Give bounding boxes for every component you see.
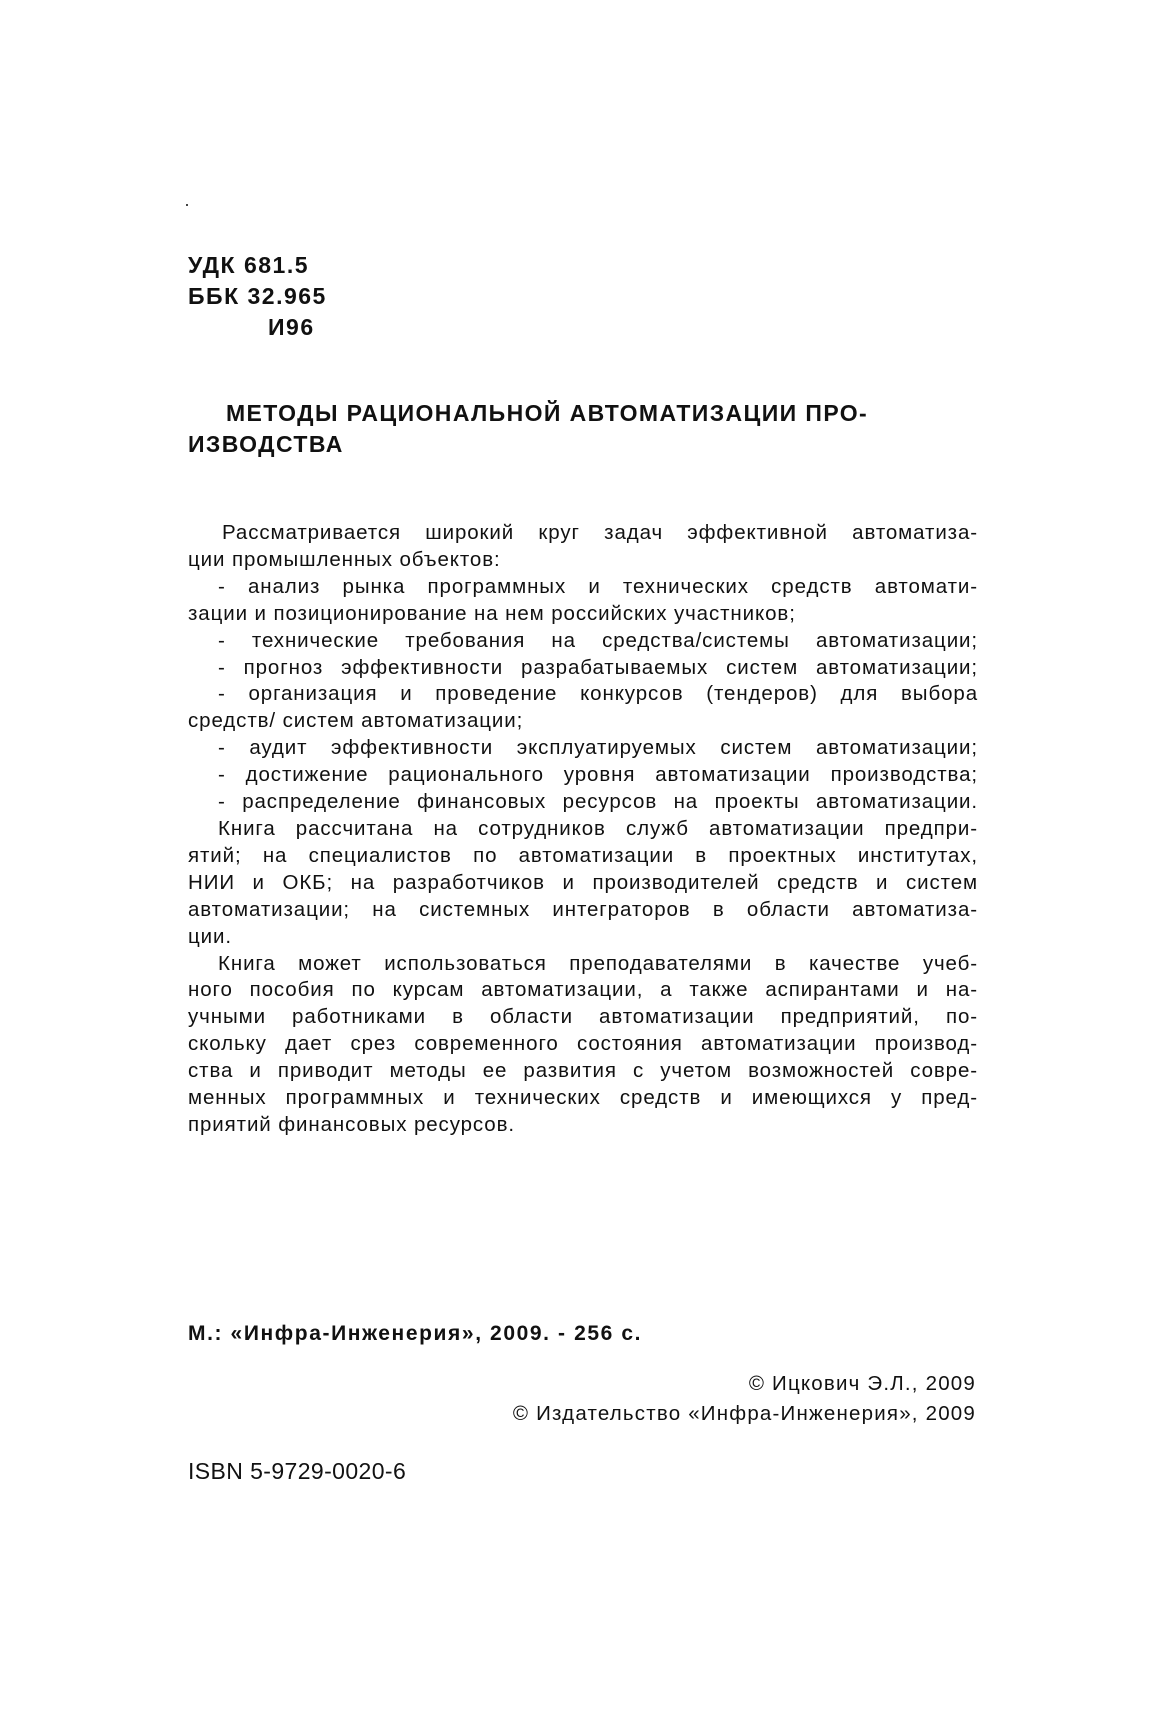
abstract-line: - достижение рационального уровня автоматизации производства; (218, 763, 978, 787)
abstract-line: ции промышленных объектов: (188, 547, 501, 571)
scan-speck (186, 204, 188, 206)
abstract-line: - аудит эффективности эксплуатируемых систем автоматизации; (218, 736, 978, 760)
copyright-publisher: © Издательство «Инфра-Инженерия», 2009 (512, 1402, 976, 1425)
abstract-line: ции. (188, 924, 232, 948)
book-title (188, 398, 978, 460)
isbn: ISBN 5-9729-0020-6 (188, 1458, 407, 1484)
title-line-1: МЕТОДЫ РАЦИОНАЛЬНОЙ АВТОМАТИЗАЦИИ ПРО- (226, 400, 869, 426)
copyright-author: © Ицкович Э.Л., 2009 (748, 1372, 976, 1395)
abstract-line: Рассматривается широкий круг задач эффективной автоматиза- (222, 521, 978, 544)
abstract-line: - организация и проведение конкурсов (тендеров) для выбора (218, 682, 978, 706)
abstract-line: - прогноз эффективности разрабатываемых систем автоматизации; (218, 655, 978, 679)
author-mark: И96 (268, 314, 315, 340)
abstract-line: Книга рассчитана на сотрудников служб автоматизации предпри- (218, 816, 978, 840)
abstract-line: автоматизации; на системных интеграторов в области автоматиза- (188, 897, 978, 921)
abstract (188, 520, 978, 1139)
abstract-line: ного пособия по курсам автоматизации, а также аспирантами и на- (188, 978, 978, 1002)
udk-code: УДК 681.5 (188, 252, 310, 278)
bbk-code: ББК 32.965 (188, 283, 327, 309)
copyright-block (513, 1369, 976, 1429)
abstract-line: - технические требования на средства/системы автоматизации; (218, 628, 978, 652)
abstract-line: ства и приводит методы ее развития с учетом возможностей совре- (188, 1059, 978, 1083)
title-line-2: ИЗВОДСТВА (188, 431, 344, 457)
publication-imprint: М.: «Инфра-Инженерия», 2009. - 256 с. (188, 1322, 643, 1345)
classification-codes (188, 250, 327, 343)
abstract-line: менных программных и технических средств и имеющихся у пред- (188, 1086, 978, 1110)
abstract-line: приятий финансовых ресурсов. (188, 1112, 515, 1136)
abstract-line: скольку дает срез современного состояния автоматизации производ- (188, 1032, 978, 1056)
abstract-line: ятий; на специалистов по автоматизации в проектных институтах, (188, 843, 978, 867)
abstract-line: Книга может использоваться преподавателями в качестве учеб- (218, 951, 978, 975)
abstract-line: - распределение финансовых ресурсов на проекты автоматизации. (218, 790, 978, 814)
abstract-line: НИИ и ОКБ; на разработчиков и производителей средств и систем (188, 870, 978, 894)
abstract-line: зации и позиционирование на нем российских участников; (188, 601, 796, 625)
abstract-line: учными работниками в области автоматизации предприятий, по- (188, 1005, 978, 1029)
abstract-line: - анализ рынка программных и технических средств автомати- (218, 574, 978, 598)
abstract-line: средств/ систем автоматизации; (188, 709, 524, 733)
